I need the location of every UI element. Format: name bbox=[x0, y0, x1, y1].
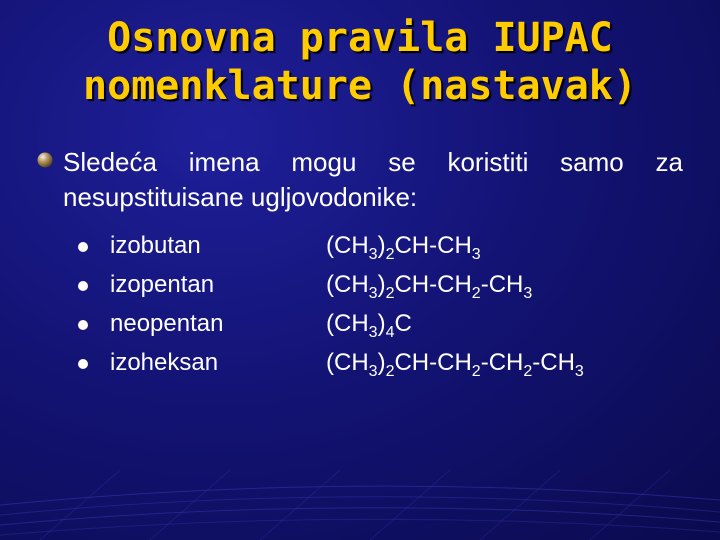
compound-formula bbox=[326, 268, 532, 302]
formula-subscript: 3 bbox=[523, 285, 533, 302]
formula-subscript: 2 bbox=[385, 363, 395, 380]
compound-formula bbox=[326, 307, 412, 341]
formula-text: -CH bbox=[532, 349, 575, 376]
intro-line-1: Sledeća imena mogu se koristiti samo za bbox=[63, 147, 683, 177]
list-item bbox=[0, 307, 720, 341]
compound-name: neopentan bbox=[110, 310, 224, 337]
title-line-1: Osnovna pravila IUPAC bbox=[107, 15, 613, 61]
formula-text: CH-CH bbox=[394, 349, 472, 376]
formula-text: (CH bbox=[326, 310, 369, 337]
formula-subscript: 4 bbox=[385, 324, 395, 341]
compound-formula bbox=[326, 346, 584, 380]
formula-text: CH-CH bbox=[394, 232, 472, 259]
bullet-dot-icon bbox=[78, 320, 88, 330]
formula-subscript: 3 bbox=[368, 324, 378, 341]
formula-text: C bbox=[394, 310, 412, 337]
compound-name: izobutan bbox=[110, 232, 201, 259]
list-item bbox=[0, 268, 720, 302]
formula-text: (CH bbox=[326, 232, 369, 259]
bullet-dot-icon bbox=[78, 242, 88, 252]
formula-text: -CH bbox=[480, 349, 524, 376]
compound-name: izopentan bbox=[110, 271, 215, 298]
compound-name: izoheksan bbox=[110, 349, 219, 376]
title-line-2: nomenklature (nastavak) bbox=[83, 63, 637, 109]
formula-text: ) bbox=[377, 349, 386, 376]
formula-subscript: 3 bbox=[368, 363, 378, 380]
formula-text: (CH bbox=[326, 349, 369, 376]
formula-text: (CH bbox=[326, 271, 369, 298]
formula-text: ) bbox=[377, 310, 386, 337]
formula-subscript: 3 bbox=[368, 246, 378, 263]
formula-subscript: 3 bbox=[368, 285, 378, 302]
formula-text: -CH bbox=[480, 271, 524, 298]
formula-subscript: 2 bbox=[471, 285, 481, 302]
formula-subscript: 2 bbox=[385, 285, 395, 302]
list-item bbox=[0, 229, 720, 263]
bullet-dot-icon bbox=[78, 359, 88, 369]
sphere-bullet-icon bbox=[37, 152, 53, 168]
formula-text: ) bbox=[377, 271, 386, 298]
formula-subscript: 2 bbox=[471, 363, 481, 380]
intro-line-2: nesupstituisane ugljovodonike: bbox=[63, 182, 418, 212]
bullet-dot-icon bbox=[78, 281, 88, 291]
slide-title bbox=[0, 14, 720, 110]
list-item bbox=[0, 346, 720, 380]
intro-text bbox=[63, 145, 683, 215]
formula-text: CH-CH bbox=[394, 271, 472, 298]
formula-subscript: 2 bbox=[385, 246, 395, 263]
formula-subscript: 3 bbox=[574, 363, 584, 380]
compound-formula bbox=[326, 229, 481, 263]
formula-text: ) bbox=[377, 232, 386, 259]
formula-subscript: 2 bbox=[523, 363, 533, 380]
formula-subscript: 3 bbox=[471, 246, 481, 263]
